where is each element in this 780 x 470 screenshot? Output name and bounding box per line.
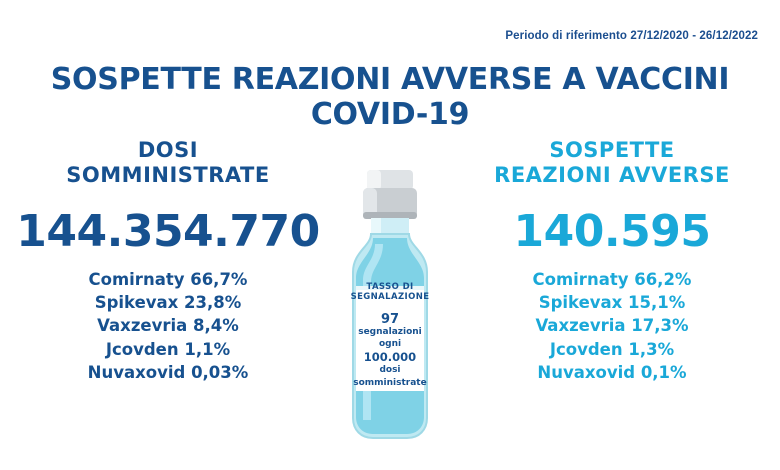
vial-rate-line2: ogni (378, 339, 402, 350)
vial-rate-line4: somministrate (353, 377, 427, 388)
vial-rate-denominator: 100.000 (363, 349, 417, 364)
reactions-breakdown-item: Nuvaxovid 0,1% (537, 363, 687, 383)
reactions-breakdown-item: Vaxzevria 17,3% (535, 316, 689, 336)
doses-breakdown-item: Jcovden 1,1% (105, 339, 231, 359)
doses-breakdown-item: Comirnaty 66,7% (88, 269, 248, 289)
reactions-heading-line1: SOSPETTE (549, 138, 675, 162)
page-title: SOSPETTE REAZIONI AVVERSE A VACCINI COVID-19 (50, 62, 730, 132)
reactions-breakdown-item: Comirnaty 66,2% (532, 269, 692, 289)
doses-heading-line1: DOSI (137, 138, 199, 162)
reactions-breakdown-item: Jcovden 1,3% (549, 339, 675, 359)
doses-breakdown-item: Nuvaxovid 0,03% (87, 363, 249, 383)
doses-heading-line2: SOMMINISTRATE (66, 162, 270, 187)
reactions-heading-line2: REAZIONI AVVERSE (494, 162, 730, 187)
vial-rate-number: 97 (380, 312, 400, 327)
doses-heading (8, 138, 328, 188)
adverse-reactions-column (452, 138, 772, 385)
doses-breakdown-item: Spikevax 23,8% (94, 292, 242, 312)
vial-label-content (340, 282, 440, 389)
reactions-breakdown-item: Spikevax 15,1% (538, 292, 686, 312)
vial-rate-line3: dosi (379, 365, 401, 376)
doses-breakdown-item: Vaxzevria 8,4% (97, 316, 239, 336)
reactions-heading (452, 138, 772, 188)
doses-column (8, 138, 328, 385)
reference-period: Periodo di riferimento 27/12/2020 - 26/12/2022 (505, 30, 758, 42)
doses-total-value: 144.354.770 (16, 205, 320, 257)
reactions-breakdown (452, 268, 772, 385)
reactions-total-value: 140.595 (513, 205, 711, 257)
doses-breakdown (8, 268, 328, 385)
vial-label-title: TASSO DI SEGNALAZIONE (350, 282, 430, 302)
vial-rate-line1: segnalazioni (358, 327, 422, 337)
